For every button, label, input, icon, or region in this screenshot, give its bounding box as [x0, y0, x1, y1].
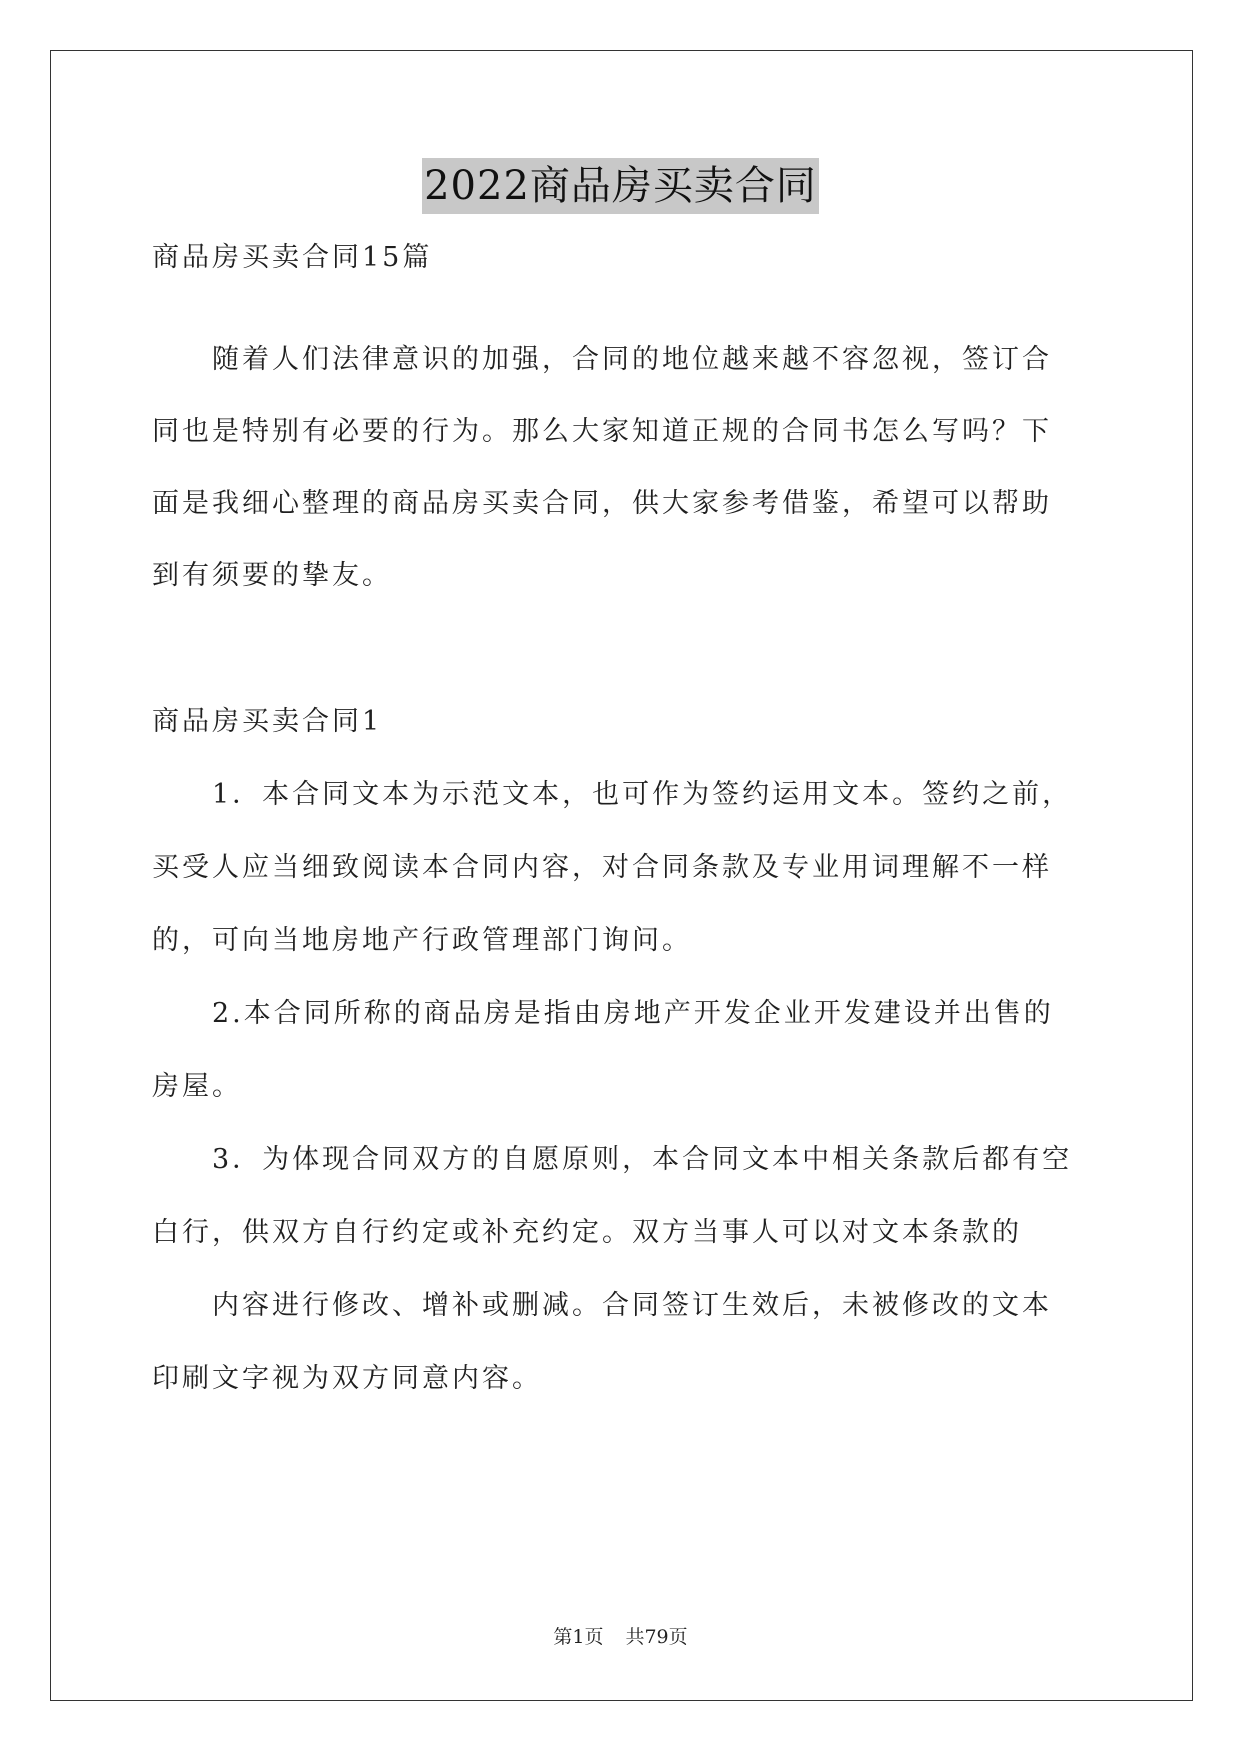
body-line: 内容进行修改、增补或删减。合同签订生效后，未被修改的文本 [212, 1290, 1052, 1321]
body-line: 房屋。 [152, 1071, 242, 1102]
intro-line: 面是我细心整理的商品房买卖合同，供大家参考借鉴，希望可以帮助 [152, 488, 1052, 519]
intro-line: 到有须要的挚友。 [152, 560, 392, 591]
page-footer [0, 1624, 1241, 1650]
body-line: 白行，供双方自行约定或补充约定。双方当事人可以对文本条款的 [152, 1217, 1022, 1248]
body-line: 印刷文字视为双方同意内容。 [152, 1363, 542, 1394]
document-subtitle: 商品房买卖合同15篇 [152, 242, 433, 273]
document-title: 2022商品房买卖合同 [422, 158, 819, 214]
page-total: 共79页 [625, 1626, 688, 1648]
body-line: 2.本合同所称的商品房是指由房地产开发企业开发建设并出售的 [212, 998, 1054, 1029]
body-line: 1．本合同文本为示范文本，也可作为签约运用文本。签约之前， [212, 779, 1073, 810]
page-number: 第1页 [553, 1626, 604, 1648]
intro-line: 随着人们法律意识的加强，合同的地位越来越不容忽视，签订合 [212, 344, 1052, 375]
section-heading: 商品房买卖合同1 [152, 706, 383, 737]
body-line: 的，可向当地房地产行政管理部门询问。 [152, 925, 692, 956]
intro-line: 同也是特别有必要的行为。那么大家知道正规的合同书怎么写吗？下 [152, 416, 1052, 447]
title-container [0, 158, 1241, 214]
body-line: 买受人应当细致阅读本合同内容，对合同条款及专业用词理解不一样 [152, 852, 1052, 883]
body-line: 3．为体现合同双方的自愿原则，本合同文本中相关条款后都有空 [212, 1144, 1073, 1175]
